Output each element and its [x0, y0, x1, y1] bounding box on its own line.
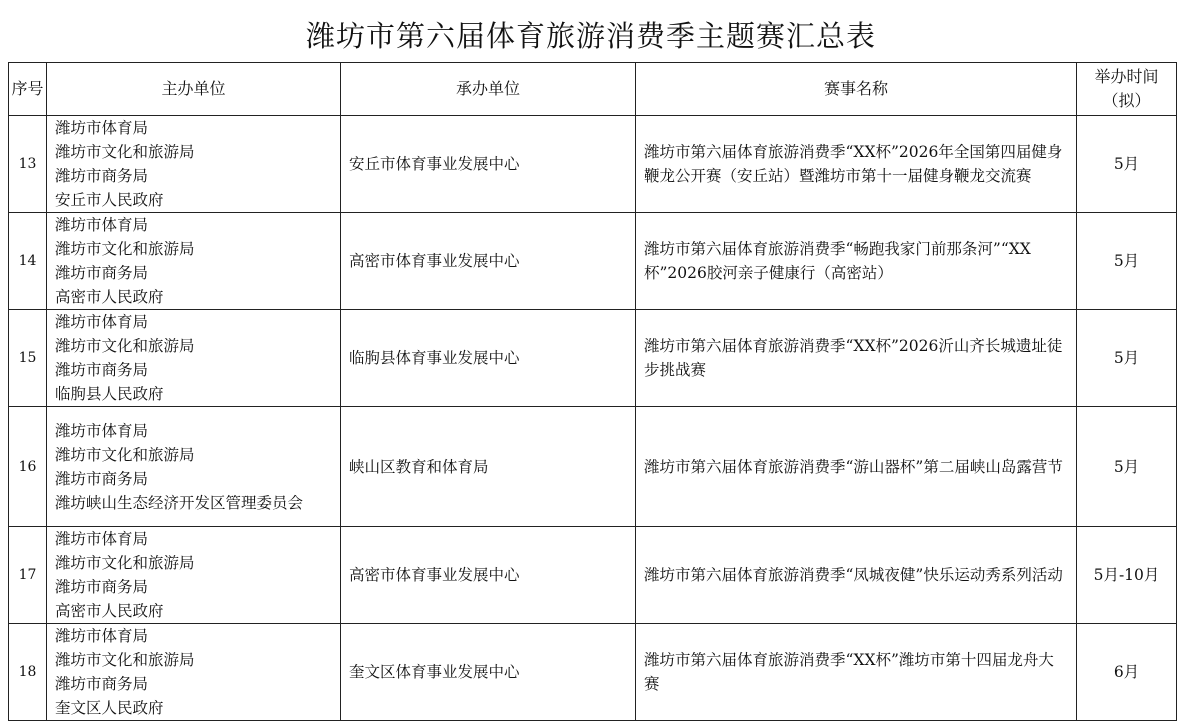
row-seq: 16 — [9, 407, 47, 527]
row-time: 6月 — [1077, 624, 1177, 721]
row-seq: 14 — [9, 213, 47, 310]
row-seq: 18 — [9, 624, 47, 721]
organizer-line: 潍坊市文化和旅游局 — [55, 240, 195, 258]
row-time: 5月 — [1077, 310, 1177, 407]
table-row — [9, 213, 1177, 310]
table-row — [9, 624, 1177, 721]
row-event: 潍坊市第六届体育旅游消费季“XX杯”2026年全国第四届健身鞭龙公开赛（安丘站）暨潍坊市第十一届健身鞭龙交流赛 — [636, 116, 1077, 213]
row-organizers — [47, 527, 341, 624]
header-host: 承办单位 — [341, 63, 636, 116]
row-seq: 17 — [9, 527, 47, 624]
organizer-line: 潍坊市文化和旅游局 — [55, 445, 195, 464]
organizer-line: 临朐县人民政府 — [55, 385, 164, 403]
row-seq: 15 — [9, 310, 47, 407]
organizer-line: 潍坊市商务局 — [55, 469, 149, 488]
table-row — [9, 116, 1177, 213]
row-time: 5月-10月 — [1077, 527, 1177, 624]
header-time-line2: （拟） — [1102, 91, 1151, 110]
row-event: 潍坊市第六届体育旅游消费季“XX杯”2026沂山齐长城遗址徒步挑战赛 — [636, 310, 1077, 407]
table-row — [9, 407, 1177, 527]
row-time: 5月 — [1077, 116, 1177, 213]
organizer-line: 潍坊峡山生态经济开发区管理委员会 — [55, 493, 304, 512]
organizer-line: 潍坊市文化和旅游局 — [55, 554, 195, 572]
row-organizers — [47, 407, 341, 527]
row-seq: 13 — [9, 116, 47, 213]
table-row — [9, 310, 1177, 407]
row-host: 临朐县体育事业发展中心 — [341, 310, 636, 407]
organizer-line: 潍坊市体育局 — [55, 119, 149, 137]
row-organizers — [47, 624, 341, 721]
header-event: 赛事名称 — [636, 63, 1077, 116]
organizer-line: 高密市人民政府 — [55, 602, 164, 620]
summary-table — [8, 62, 1177, 721]
row-host: 奎文区体育事业发展中心 — [341, 624, 636, 721]
table-row — [9, 527, 1177, 624]
row-host: 高密市体育事业发展中心 — [341, 527, 636, 624]
organizer-line: 奎文区人民政府 — [55, 699, 164, 717]
organizer-line: 潍坊市文化和旅游局 — [55, 143, 195, 161]
table-header-row — [9, 63, 1177, 116]
row-organizers — [47, 213, 341, 310]
organizer-line: 潍坊市文化和旅游局 — [55, 337, 195, 355]
organizer-line: 潍坊市体育局 — [55, 313, 149, 331]
organizer-line: 潍坊市商务局 — [55, 578, 149, 596]
header-time — [1077, 63, 1177, 116]
row-event: 潍坊市第六届体育旅游消费季“XX杯”潍坊市第十四届龙舟大赛 — [636, 624, 1077, 721]
organizer-line: 潍坊市体育局 — [55, 216, 149, 234]
organizer-line: 潍坊市商务局 — [55, 361, 149, 379]
row-host: 安丘市体育事业发展中心 — [341, 116, 636, 213]
organizer-line: 安丘市人民政府 — [55, 191, 164, 209]
row-time: 5月 — [1077, 407, 1177, 527]
row-event: 潍坊市第六届体育旅游消费季“畅跑我家门前那条河”“XX杯”2026胶河亲子健康行（高密站） — [636, 213, 1077, 310]
header-seq: 序号 — [9, 63, 47, 116]
organizer-line: 潍坊市商务局 — [55, 675, 149, 693]
row-event: 潍坊市第六届体育旅游消费季“游山器杯”第二届峡山岛露营节 — [636, 407, 1077, 527]
organizer-line: 潍坊市体育局 — [55, 627, 149, 645]
organizer-line: 潍坊市文化和旅游局 — [55, 651, 195, 669]
row-time: 5月 — [1077, 213, 1177, 310]
row-host: 峡山区教育和体育局 — [341, 407, 636, 527]
organizer-line: 高密市人民政府 — [55, 288, 164, 306]
header-time-line1: 举办时间 — [1094, 67, 1159, 86]
header-organizers: 主办单位 — [47, 63, 341, 116]
document-title: 潍坊市第六届体育旅游消费季主题赛汇总表 — [305, 19, 876, 53]
row-event: 潍坊市第六届体育旅游消费季“凤城夜健”快乐运动秀系列活动 — [636, 527, 1077, 624]
row-organizers — [47, 310, 341, 407]
row-host: 高密市体育事业发展中心 — [341, 213, 636, 310]
organizer-line: 潍坊市体育局 — [55, 530, 149, 548]
organizer-line: 潍坊市商务局 — [55, 264, 149, 282]
organizer-line: 潍坊市体育局 — [55, 421, 149, 440]
organizer-line: 潍坊市商务局 — [55, 167, 149, 185]
row-organizers — [47, 116, 341, 213]
